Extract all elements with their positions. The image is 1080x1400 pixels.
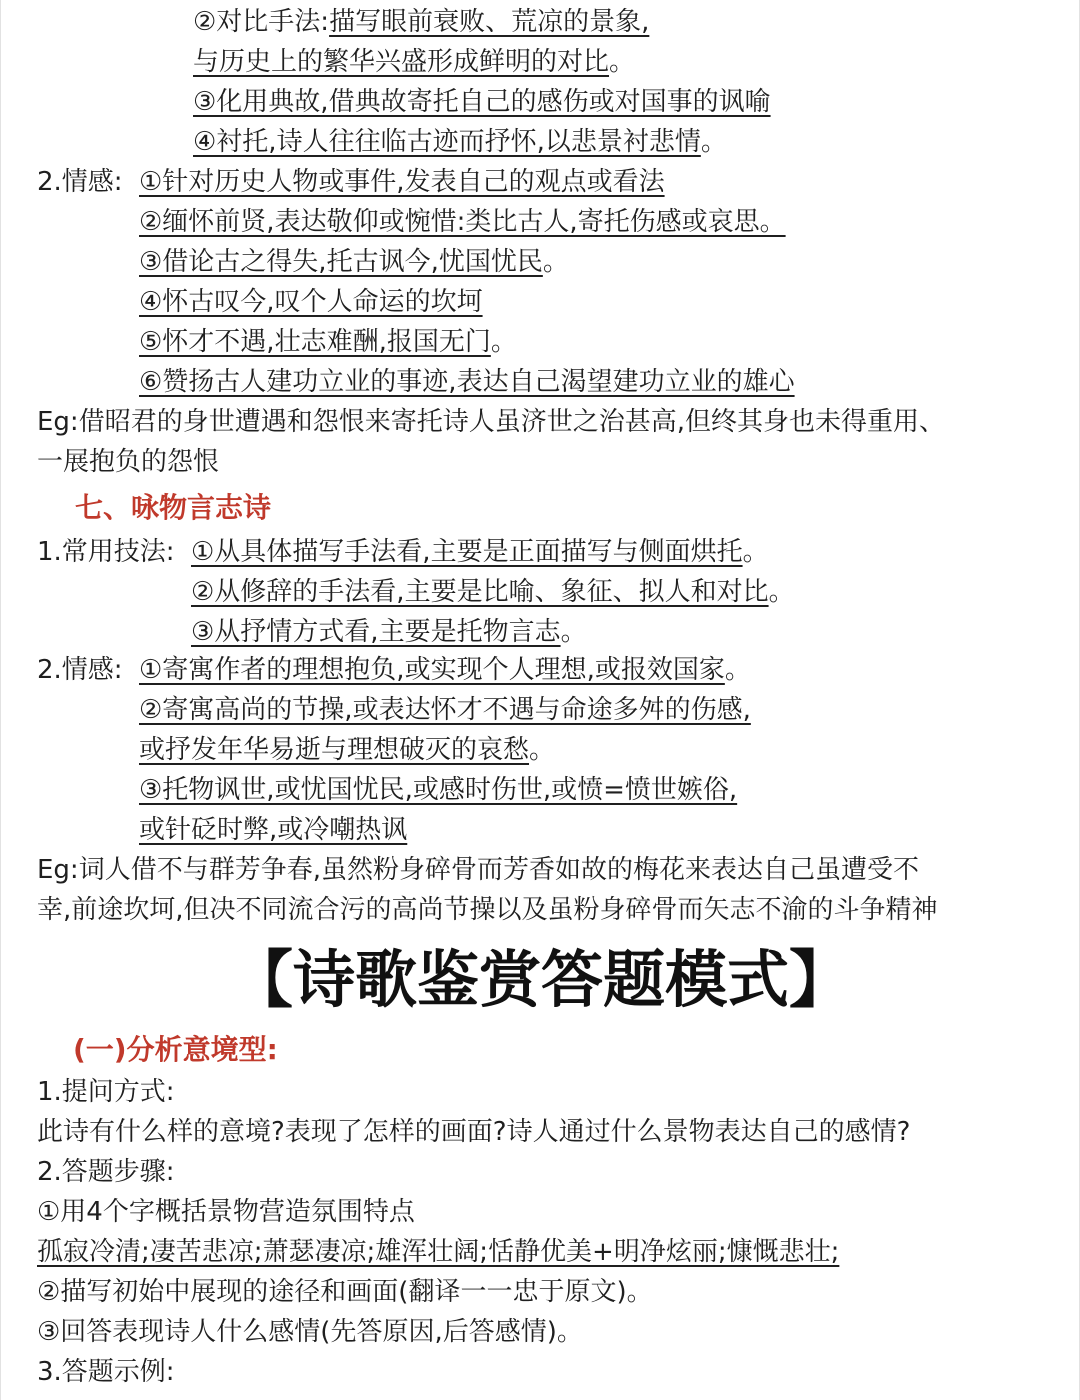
section-7-heading: 七、咏物言志诗 [75, 491, 272, 524]
emotion1-item-5 [139, 324, 517, 360]
technique-item-2-text: ②从修辞的手法看,主要是比喻、象征、拟人和对比 [191, 577, 769, 607]
step-1-examples-text: 孤寂冷清;凄苦悲凉;萧瑟凄凉;雄浑壮阔;恬静优美+明净炫丽;慷慨悲壮; [37, 1237, 840, 1267]
technique-contrast-label: ②对比手法: [193, 7, 330, 37]
example2-line-1: Eg:词人借不与群芳争春,虽然粉身碎骨而芳香如故的梅花来表达自己虽遭受不 [37, 855, 919, 885]
example2-line-2: 幸,前途坎坷,但决不同流合污的高尚节操以及虽粉身碎骨而矢志不渝的斗争精神 [37, 895, 938, 925]
period: 。 [609, 47, 636, 77]
period: 。 [490, 327, 517, 357]
emotion1-item-3-text: ③借论古之得失,托古讽今,忧国忧民 [139, 247, 543, 277]
example1-line-1: Eg:借昭君的身世遭遇和怨恨来寄托诗人虽济世之治甚高,但终其身也未得重用、 [37, 407, 945, 437]
step-1-examples [37, 1234, 839, 1270]
section-1-heading: (一)分析意境型: [73, 1033, 278, 1066]
step-1: ①用4个字概括景物营造氛围特点 [37, 1197, 415, 1227]
technique-contrast-cont-text: 与历史上的繁华兴盛形成鲜明的对比 [193, 47, 610, 77]
step-2: ②描写初始中展现的途径和画面(翻译一一忠于原文)。 [37, 1277, 653, 1307]
step-3: ③回答表现诗人什么感情(先答原因,后答感情)。 [37, 1317, 583, 1347]
emotion2-item-2a-text: ②寄寓高尚的节操,或表达怀才不遇与命途多舛的伤感, [139, 695, 751, 725]
steps-label: 2.答题步骤: [37, 1157, 175, 1187]
emotion1-item-6-text: ⑥赞扬古人建功立业的事迹,表达自己渴望建功立业的雄心 [139, 367, 795, 397]
emotion2-item-1-text: ①寄寓作者的理想抱负,或实现个人理想,或报效国家 [139, 655, 725, 685]
period: 。 [742, 537, 769, 567]
technique-foil [193, 124, 727, 160]
technique-item-3-text: ③从抒情方式看,主要是托物言志 [191, 617, 561, 647]
question-text: 此诗有什么样的意境?表现了怎样的画面?诗人通过什么景物表达自己的感情? [37, 1117, 911, 1147]
period: 。 [542, 247, 569, 277]
emotion1-item-1 [139, 164, 665, 200]
example1-line-2: 一展抱负的怨恨 [37, 447, 220, 477]
period: 。 [560, 617, 587, 647]
technique-item-3 [191, 614, 587, 650]
emotion2-item-3b-text: 或针砭时弊,或冷嘲热讽 [139, 815, 408, 845]
main-title: 【诗歌鉴赏答题模式】 [230, 943, 851, 1016]
emotion1-label: 2.情感: [37, 167, 123, 197]
emotion2-item-3b [139, 812, 407, 848]
emotion1-item-4 [139, 284, 483, 320]
period: 。 [724, 655, 751, 685]
emotion1-item-2-text: ②缅怀前贤,表达敬仰或惋惜:类比古人,寄托伤感或哀思。 [139, 207, 786, 237]
technique-contrast [193, 4, 649, 40]
emotion2-item-2b [139, 732, 555, 768]
emotion2-label: 2.情感: [37, 655, 123, 685]
emotion1-item-1-text: ①针对历史人物或事件,发表自己的观点或看法 [139, 167, 665, 197]
question-label: 1.提问方式: [37, 1077, 175, 1107]
technique-allusion-text: ③化用典故,借典故寄托自己的感伤或对国事的讽喻 [193, 87, 771, 117]
period: 。 [768, 577, 795, 607]
technique-item-1 [191, 534, 769, 570]
emotion2-item-2b-text: 或抒发年华易逝与理想破灭的哀愁 [139, 735, 530, 765]
emotion1-item-4-text: ④怀古叹今,叹个人命运的坎坷 [139, 287, 483, 317]
technique-contrast-text: 描写眼前衰败、荒凉的景象, [329, 7, 650, 37]
emotion2-item-1 [139, 652, 751, 688]
technique-contrast-cont [193, 44, 635, 80]
technique-item-2 [191, 574, 795, 610]
technique-label: 1.常用技法: [37, 537, 175, 567]
technique-foil-text: ④衬托,诗人往往临古迹而抒怀,以悲景衬悲情 [193, 127, 701, 157]
emotion2-item-3a [139, 772, 737, 808]
emotion1-item-3 [139, 244, 569, 280]
period: 。 [700, 127, 727, 157]
emotion1-item-2 [139, 204, 786, 240]
technique-allusion [193, 84, 771, 120]
period: 。 [529, 735, 556, 765]
example-label: 3.答题示例: [37, 1357, 175, 1387]
emotion1-item-6 [139, 364, 795, 400]
emotion2-item-3a-text: ③托物讽世,或忧国忧民,或感时伤世,或愤=愤世嫉俗, [139, 775, 738, 805]
emotion1-item-5-text: ⑤怀才不遇,壮志难酬,报国无门 [139, 327, 491, 357]
emotion2-item-2a [139, 692, 751, 728]
technique-item-1-text: ①从具体描写手法看,主要是正面描写与侧面烘托 [191, 537, 743, 567]
